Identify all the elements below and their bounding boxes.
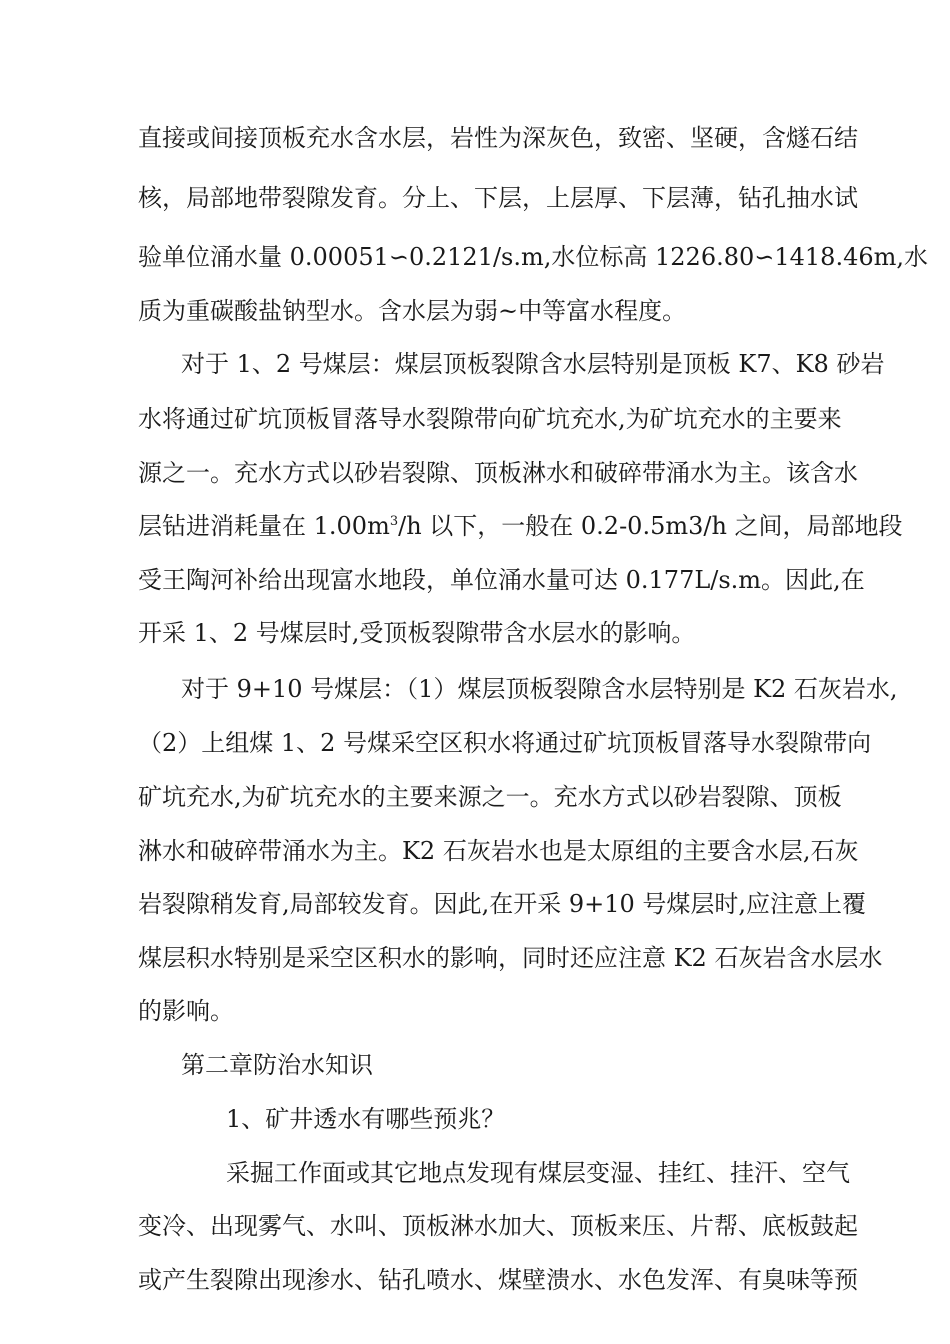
paragraph-3-line-2: （2）上组煤 1、2 号煤采空区积水将通过矿坑顶板冒落导水裂隙带向 <box>138 729 872 757</box>
paragraph-2-line-3: 源之一。充水方式以砂岩裂隙、顶板淋水和破碎带涌水为主。该含水 <box>138 459 858 487</box>
paragraph-3-line-4: 淋水和破碎带涌水为主。K2 石灰岩水也是太原组的主要含水层,石灰 <box>138 837 859 865</box>
paragraph-2-line-4-part-b: /h 以下，一般在 0.2-0.5m3/h 之间，局部地段 <box>398 512 903 540</box>
paragraph-2-line-1: 对于 1、2 号煤层：煤层顶板裂隙含水层特别是顶板 K7、K8 砂岩 <box>181 350 885 378</box>
superscript-cube: 3 <box>389 514 399 529</box>
paragraph-1-line-4: 质为重碳酸盐钠型水。含水层为弱~中等富水程度。 <box>138 297 687 325</box>
paragraph-2-line-4 <box>138 511 903 541</box>
paragraph-4-line-1: 采掘工作面或其它地点发现有煤层变湿、挂红、挂汗、空气 <box>226 1159 850 1187</box>
paragraph-3-line-7: 的影响。 <box>138 997 234 1025</box>
question-1-heading: 1、矿井透水有哪些预兆？ <box>226 1105 506 1133</box>
paragraph-3-line-5: 岩裂隙稍发育,局部较发育。因此,在开采 9+10 号煤层时,应注意上覆 <box>138 890 867 918</box>
paragraph-1-line-1: 直接或间接顶板充水含水层，岩性为深灰色，致密、坚硬，含燧石结 <box>138 124 858 152</box>
paragraph-2-line-5: 受王陶河补给出现富水地段，单位涌水量可达 0.177L/s.m。因此,在 <box>138 566 865 594</box>
paragraph-4-line-2: 变冷、出现雾气、水叫、顶板淋水加大、顶板来压、片帮、底板鼓起 <box>138 1212 858 1240</box>
paragraph-2-line-2: 水将通过矿坑顶板冒落导水裂隙带向矿坑充水,为矿坑充水的主要来 <box>138 405 842 433</box>
paragraph-3-line-1: 对于 9+10 号煤层：（1）煤层顶板裂隙含水层特别是 K2 石灰岩水, <box>181 675 898 703</box>
paragraph-2-line-6: 开采 1、2 号煤层时,受顶板裂隙带含水层水的影响。 <box>138 619 696 647</box>
paragraph-3-line-6: 煤层积水特别是采空区积水的影响，同时还应注意 K2 石灰岩含水层水 <box>138 944 883 972</box>
paragraph-1-line-2: 核，局部地带裂隙发育。分上、下层，上层厚、下层薄，钻孔抽水试 <box>138 184 858 212</box>
paragraph-4-line-3: 或产生裂隙出现渗水、钻孔喷水、煤壁溃水、水色发浑、有臭味等预 <box>138 1266 858 1294</box>
paragraph-2-line-4-part-a: 层钻进消耗量在 1.00m <box>138 512 390 540</box>
paragraph-1-line-3: 验单位涌水量 0.00051∽0.2121/s.m,水位标高 1226.80∽1418.46m,水 <box>138 243 928 271</box>
paragraph-3-line-3: 矿坑充水,为矿坑充水的主要来源之一。充水方式以砂岩裂隙、顶板 <box>138 783 842 811</box>
chapter-title: 第二章防治水知识 <box>181 1051 373 1079</box>
